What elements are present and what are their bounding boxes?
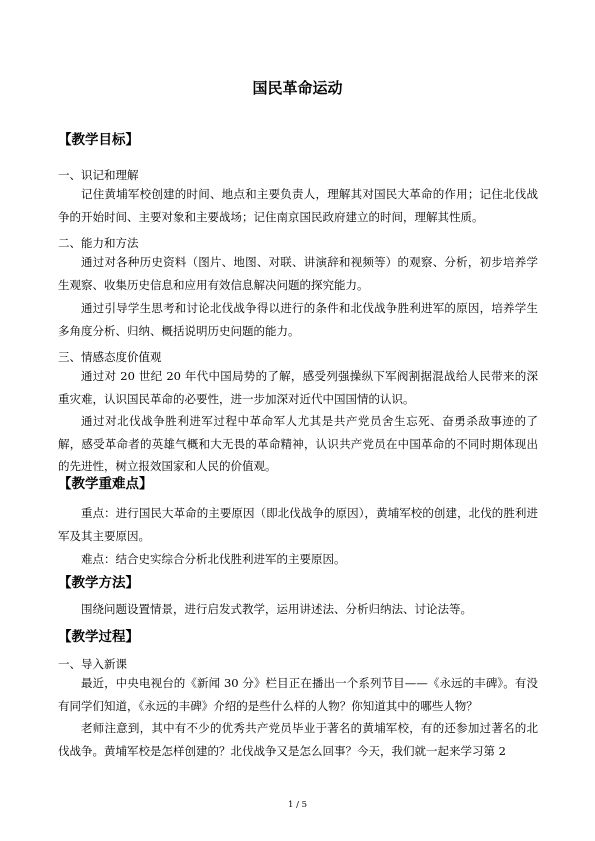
section-heading-methods: 【教学方法】 bbox=[58, 575, 139, 591]
paragraph-keypoints: 重点：进行国民大革命的主要原因（即北伐战争的原因），黄埔军校的创建，北伐的胜利进军及其主要原因。 bbox=[58, 506, 538, 543]
paragraph-intro-1: 最近，中央电视台的《新闻 30 分》栏目正在播出一个系列节目——《永远的丰碑》。有没有同学们知道，《永远的丰碑》介绍的是些什么样的人物？你知道其中的哪些人物？ bbox=[58, 676, 538, 713]
page-title: 国民革命运动 bbox=[252, 79, 343, 97]
paragraph-ability-2: 通过引导学生思考和讨论北伐战争得以进行的条件和北伐战争胜利进军的原因，培养学生多角度分析、归纳、概括说明历史问题的能力。 bbox=[58, 301, 538, 338]
paragraph-ability-1: 通过对各种历史资料（图片、地图、对联、讲演辞和视频等）的观察、分析，初步培养学生观察、收集历史信息和应用有效信息解决问题的探究能力。 bbox=[58, 255, 538, 292]
subheading-recall: 一、识记和理解 bbox=[58, 168, 139, 182]
paragraph-values-2: 通过对北伐战争胜利进军过程中革命军人尤其是共产党员舍生忘死、奋勇杀敌事迹的了解，感受革命者的英雄气概和大无畏的革命精神，认识共产党员在中国革命的不同时期体现出的先进性，树立报效国家和人民的价值观。 bbox=[58, 414, 538, 474]
paragraph-values-1: 通过对 20 世纪 20 年代中国局势的了解，感受列强操纵下军阀割据混战给人民带来的深重灾难，认识国民革命的必要性，进一步加深对近代中国国情的认识。 bbox=[58, 369, 538, 406]
section-heading-goals: 【教学目标】 bbox=[58, 132, 139, 148]
section-heading-keypoints: 【教学重难点】 bbox=[58, 476, 153, 492]
paragraph-recall: 记住黄埔军校创建的时间、地点和主要负责人，理解其对国民大革命的作用；记住北伐战争的开始时间、主要对象和主要战场；记住南京国民政府建立的时间，理解其性质。 bbox=[58, 187, 538, 224]
paragraph-difficulty: 难点：结合史实综合分析北伐胜利进军的主要原因。 bbox=[81, 552, 346, 566]
subheading-values: 三、情感态度价值观 bbox=[58, 350, 162, 364]
paragraph-methods: 围绕问题设置情景，进行启发式教学，运用讲述法、分析归纳法、讨论法等。 bbox=[81, 602, 472, 616]
page-number: 1 / 5 bbox=[287, 800, 308, 810]
section-heading-process: 【教学过程】 bbox=[58, 629, 139, 645]
subheading-ability: 二、能力和方法 bbox=[58, 236, 139, 250]
paragraph-intro-2: 老师注意到，其中有不少的优秀共产党员毕业于著名的黄埔军校，有的还参加过著名的北伐战争。黄埔军校是怎样创建的？北伐战争又是怎么回事？今天，我们就一起来学习第 2 bbox=[58, 721, 538, 758]
subheading-intro: 一、导入新课 bbox=[58, 657, 127, 671]
